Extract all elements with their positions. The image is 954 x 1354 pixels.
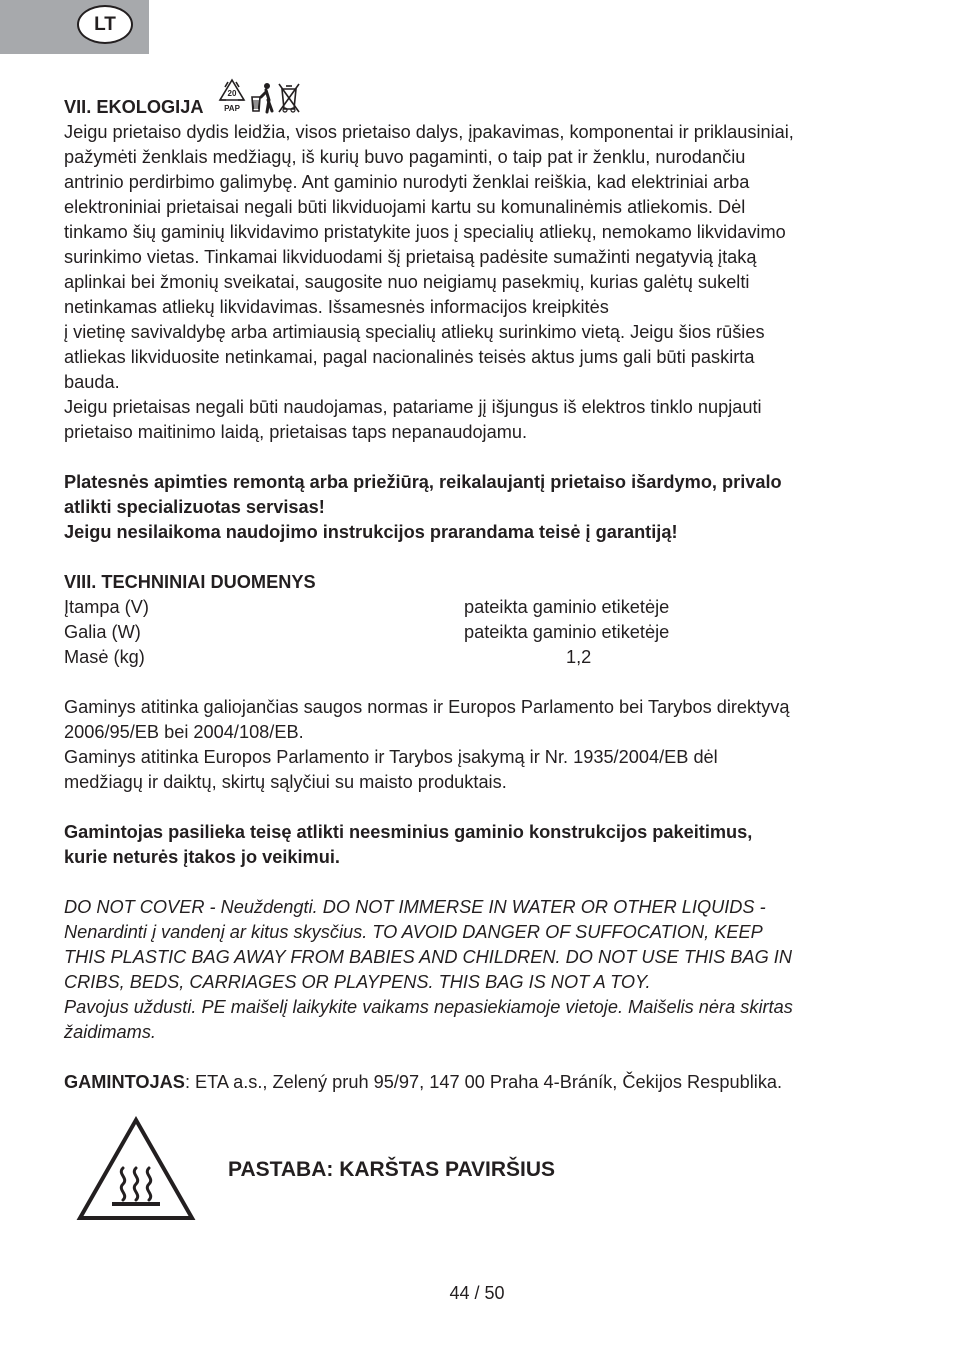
tidyman-icon [249,82,275,114]
ecology-line: Jeigu prietaiso dydis leidžia, visos prietaiso dalys, įpakavimas, komponentai ir priklausiniai, [64,122,794,142]
ecology-line: antrinio perdirbimo galimybę. Ant gaminio nurodyti ženklai reiškia, kad elektriniai arba [64,172,750,192]
bag-warning-line: DO NOT COVER - Neuždengti. DO NOT IMMERSE IN WATER OR OTHER LIQUIDS - [64,897,766,917]
bag-warning-line: Nenardinti į vandenį ar kitus skysčius. TO AVOID DANGER OF SUFFOCATION, KEEP [64,922,763,942]
ecology-line: į vietinę savivaldybę arba artimiausią specialių atliekų surinkimo vietą. Jeigu šios rūšies [64,322,765,342]
manufacturer-address: ETA a.s., Zelený pruh 95/97, 147 00 Praha 4-Bráník, Čekijos Respublika. [195,1072,783,1092]
hot-surface-note: PASTABA: KARŠTAS PAVIRŠIUS [228,1158,556,1181]
tech-data-heading: VIII. TECHNINIAI DUOMENYS [64,572,316,592]
compliance-line: Gaminys atitinka galiojančias saugos normas ir Europos Parlamento bei Tarybos direktyvą [64,697,790,717]
ecology-line: surinkimo vietas. Tinkamai likviduodami šį prietaisą padėsite sumažinti negatyvią įtaką [64,247,757,267]
compliance-line: 2006/95/EB bei 2004/108/EB. [64,722,304,742]
page-number: 44 / 50 [449,1283,505,1303]
language-code-badge: LT [77,5,133,44]
hot-surface-warning-icon [76,1116,196,1222]
bag-warning-line: CRIBS, BEDS, CARRIAGES OR PLAYPENS. THIS BAG IS NOT A TOY. [64,972,651,992]
language-tab [0,0,149,54]
spec-row-power [64,620,894,645]
spec-label: Galia (W) [64,622,141,642]
ecology-line: aplinkai bei žmonių sveikatai, saugosite nuo neigiamų pasekmių, kurias galėtų sukelti [64,272,750,292]
spec-label: Masė (kg) [64,647,145,667]
compliance-line: Gaminys atitinka Europos Parlamento ir Tarybos įsakymą ir Nr. 1935/2004/EB dėl [64,747,718,767]
spec-value: 1,2 [566,647,592,667]
bag-warning-line: Pavojus uždusti. PE maišelį laikykite vaikams nepasiekiamoje vietoje. Maišelis nėra skirtas [64,997,793,1017]
manufacturer-line [64,1070,894,1095]
ecology-line: elektroniniai prietaisai negali būti likviduojami kartu su komunalinėmis atliekomis. Dėl [64,197,746,217]
ecology-heading: VII. EKOLOGIJA [64,97,204,117]
bag-warning-line: THIS PLASTIC BAG AWAY FROM BABIES AND CHILDREN. DO NOT USE THIS BAG IN [64,947,792,967]
manufacturer-right-line: kurie neturės įtakos jo veikimui. [64,847,340,867]
service-notice-line: atlikti specializuotas servisas! [64,497,325,517]
bag-warning-line: žaidimams. [64,1022,156,1042]
ecology-line: pažymėti ženklais medžiagų, iš kurių buvo pagaminti, o taip pat ir ženklu, nurodančiu [64,147,746,167]
ecology-line: Jeigu prietaisas negali būti naudojamas, patariame jį išjungus iš elektros tinklo nupjauti [64,397,762,417]
compliance-line: medžiagų ir daiktų, skirtų sąlyčiui su maisto produktais. [64,772,507,792]
spec-row-voltage [64,595,894,620]
ecology-line: atliekas likviduosite netinkamai, pagal nacionalinės teisės aktus jums gali būti paskirta [64,347,755,367]
spec-value: pateikta gaminio etiketėje [464,597,670,617]
service-notice-line: Platesnės apimties remontą arba priežiūrą, reikalaujantį prietaiso išardymo, privalo [64,472,782,492]
recycle-code: 20 [228,89,237,98]
manufacturer-right-line: Gamintojas pasilieka teisę atlikti neesminius gaminio konstrukcijos pakeitimus, [64,822,753,842]
spec-row-mass [64,645,894,670]
spec-label: Įtampa (V) [64,597,149,617]
crossed-bin-icon [277,82,301,114]
manufacturer-label: GAMINTOJAS [64,1072,185,1092]
recycle-material: PAP [224,104,241,113]
ecology-line: bauda. [64,372,120,392]
warranty-notice-line: Jeigu nesilaikoma naudojimo instrukcijos prarandama teisė į garantiją! [64,522,678,542]
spec-value: pateikta gaminio etiketėje [464,622,670,642]
ecology-line: netinkamas atliekų likvidavimas. Išsamesnės informacijos kreipkitės [64,297,609,317]
ecology-line: tinkamo šių gaminių likvidavimo pristatykite juos į specialių atliekų, nemokamo likvidavimo [64,222,786,242]
ecology-line: prietaiso maitinimo laidą, prietaisas taps nepanaudojamu. [64,422,528,442]
page-content [64,70,894,1095]
recycle-pap-icon [217,78,247,114]
manufacturer-separator: : [184,1072,196,1092]
ecology-icons [217,78,301,114]
ecology-heading-row [64,70,894,120]
